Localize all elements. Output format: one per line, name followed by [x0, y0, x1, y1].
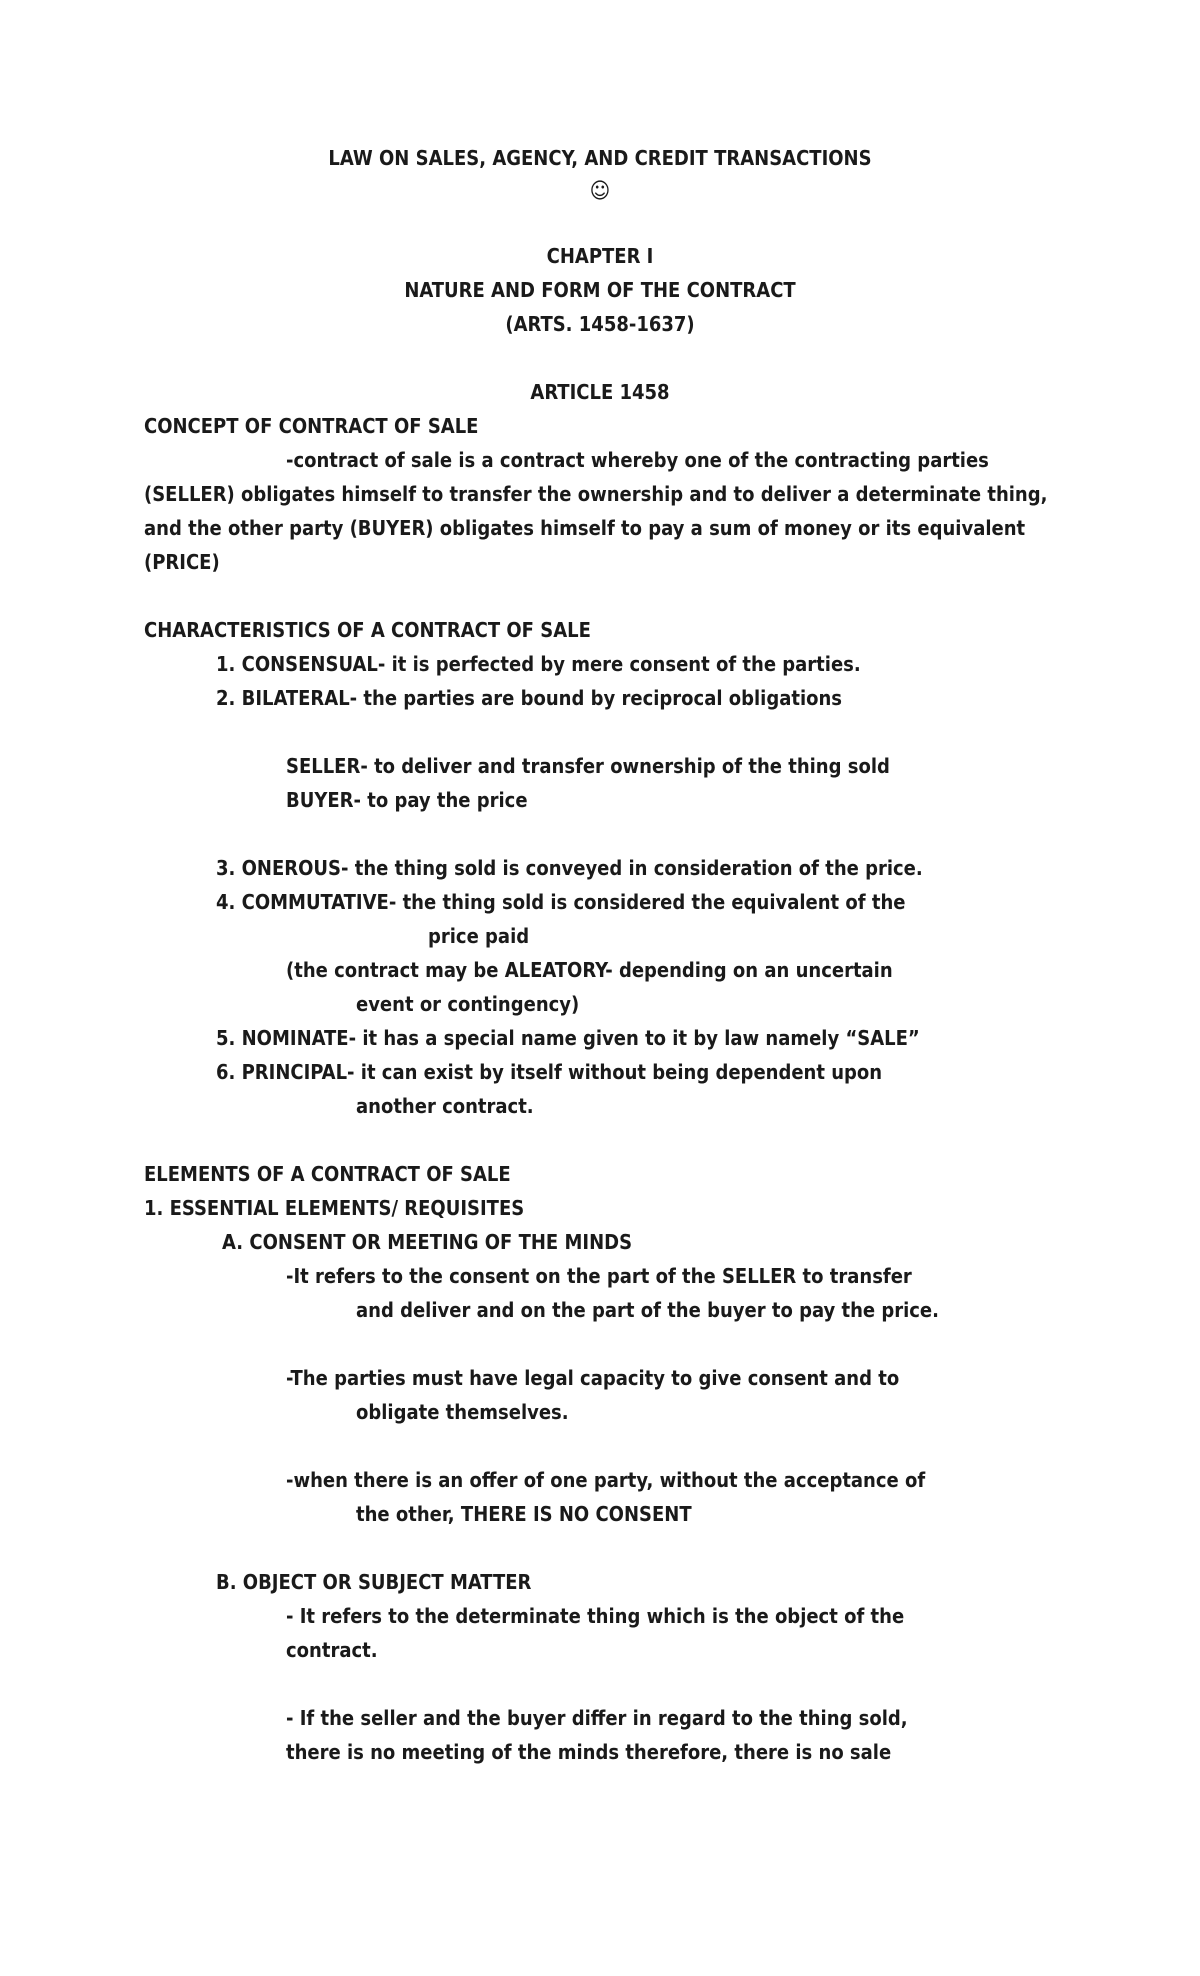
item-term: NOMINATE-: [241, 1026, 357, 1050]
aleatory-note: [286, 958, 893, 982]
consent-line: -when there is an offer of one party, without the acceptance of: [286, 1468, 926, 1492]
consent-line: [356, 1502, 692, 1526]
characteristic-item: [216, 890, 905, 914]
article-heading: ARTICLE 1458: [530, 380, 670, 404]
note-prefix: (the contract may be: [286, 958, 499, 982]
object-line: contract.: [286, 1638, 378, 1662]
item-term: ONEROUS-: [241, 856, 349, 880]
item-text: the thing sold is considered the equivalent of the: [402, 890, 906, 914]
item-text: it is perfected by mere consent of the parties.: [391, 652, 861, 676]
object-line: - It refers to the determinate thing which is the object of the: [286, 1604, 905, 1628]
characteristics-heading: CHARACTERISTICS OF A CONTRACT OF SALE: [144, 618, 591, 642]
concept-line: and the other party (BUYER) obligates himself to pay a sum of money or its equivalent: [144, 516, 1026, 540]
item-continuation: another contract.: [356, 1094, 534, 1118]
item-term: CONSENSUAL-: [241, 652, 386, 676]
characteristic-item: [216, 856, 923, 880]
item-text: the thing sold is conveyed in consideration of the price.: [354, 856, 923, 880]
seller-obligation: [286, 754, 890, 778]
obligation-term: BUYER-: [286, 788, 361, 812]
item-term: BILATERAL-: [241, 686, 358, 710]
document-title: LAW ON SALES, AGENCY, AND CREDIT TRANSACTIONS: [328, 146, 872, 170]
concept-line: (SELLER) obligates himself to transfer the ownership and to deliver a determinate thing,: [144, 482, 1048, 506]
consent-line: and deliver and on the part of the buyer to pay the price.: [356, 1298, 939, 1322]
chapter-title: NATURE AND FORM OF THE CONTRACT: [404, 278, 796, 302]
consent-heading: A. CONSENT OR MEETING OF THE MINDS: [222, 1230, 633, 1254]
item-continuation: price paid: [428, 924, 530, 948]
line-text: the other,: [356, 1502, 455, 1526]
note-text: depending on an uncertain: [618, 958, 893, 982]
line-term: THERE IS NO CONSENT: [460, 1502, 692, 1526]
obligation-text: to deliver and transfer ownership of the thing sold: [374, 754, 890, 778]
item-number: 4.: [216, 890, 236, 914]
item-text: it can exist by itself without being dependent upon: [360, 1060, 883, 1084]
consent-line: obligate themselves.: [356, 1400, 569, 1424]
concept-line: -contract of sale is a contract whereby one of the contracting parties: [286, 448, 989, 472]
item-number: 2.: [216, 686, 236, 710]
characteristic-item: [216, 652, 861, 676]
smiley-icon: ☺: [589, 179, 611, 204]
articles-range: (ARTS. 1458-1637): [505, 312, 695, 336]
characteristic-item: [216, 1060, 882, 1084]
item-number: 6.: [216, 1060, 236, 1084]
consent-line: -It refers to the consent on the part of the SELLER to transfer: [286, 1264, 912, 1288]
concept-heading: CONCEPT OF CONTRACT OF SALE: [144, 414, 479, 438]
object-line: - If the seller and the buyer differ in regard to the thing sold,: [286, 1706, 908, 1730]
characteristic-item: [216, 1026, 920, 1050]
object-line: there is no meeting of the minds therefore, there is no sale: [286, 1740, 892, 1764]
buyer-obligation: [286, 788, 528, 812]
chapter-number: CHAPTER I: [546, 244, 654, 268]
elements-heading: ELEMENTS OF A CONTRACT OF SALE: [144, 1162, 511, 1186]
item-text: it has a special name given to it by law namely “SALE”: [362, 1026, 920, 1050]
item-number: 5.: [216, 1026, 236, 1050]
item-term: PRINCIPAL-: [241, 1060, 355, 1084]
item-number: 1.: [216, 652, 236, 676]
item-continuation: event or contingency): [356, 992, 580, 1016]
obligation-term: SELLER-: [286, 754, 368, 778]
item-text: the parties are bound by reciprocal obligations: [363, 686, 843, 710]
consent-line: -The parties must have legal capacity to give consent and to: [286, 1366, 900, 1390]
item-term: COMMUTATIVE-: [241, 890, 397, 914]
essential-elements-heading: 1. ESSENTIAL ELEMENTS/ REQUISITES: [144, 1196, 525, 1220]
concept-line: (PRICE): [144, 550, 220, 574]
characteristic-item: [216, 686, 842, 710]
item-number: 3.: [216, 856, 236, 880]
object-heading: B. OBJECT OR SUBJECT MATTER: [216, 1570, 532, 1594]
obligation-text: to pay the price: [367, 788, 528, 812]
note-term: ALEATORY-: [504, 958, 613, 982]
